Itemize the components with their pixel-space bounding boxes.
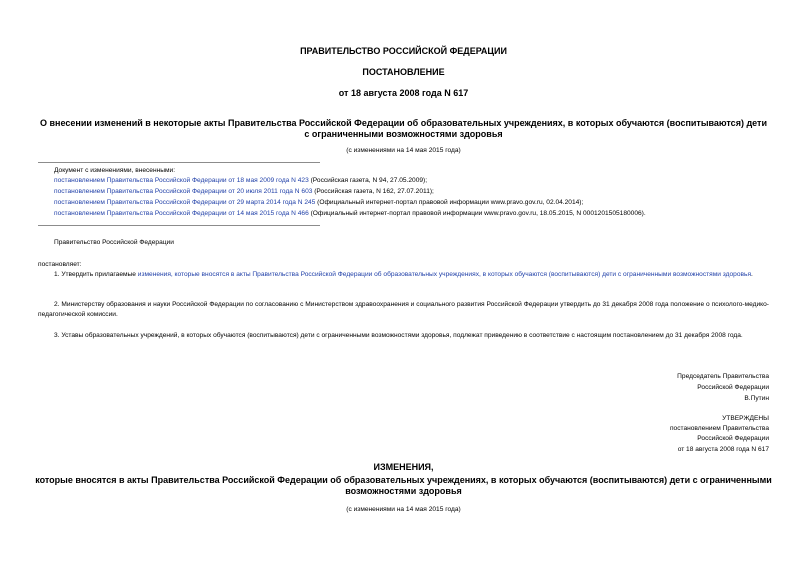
change-link[interactable]: постановлением Правительства Российской Федерации от 14 мая 2015 года N 466 [54,210,309,217]
changes-edition-note: (с изменениями на 14 мая 2015 года) [346,506,461,513]
paragraph-1-end: . [751,271,753,278]
change-source: (Российская газета, N 94, 27.05.2009); [308,177,428,184]
signature-title: Председатель Правительства [677,373,769,380]
approved-country: Российской Федерации [697,435,769,442]
change-source: (Российская газета, N 162, 27.07.2011); [312,188,434,195]
edition-note: (с изменениями на 14 мая 2015 года) [346,147,461,154]
change-link[interactable]: постановлением Правительства Российской Федерации от 29 марта 2014 года N 245 [54,199,316,206]
change-link[interactable]: постановлением Правительства Российской Федерации от 20 июля 2011 года N 603 [54,188,313,195]
paragraph-2: 2. Министерству образования и науки Российской Федерации по согласованию с Министерством здравоохранения и социального развития Российской Федерации утвердить до 31 декабря 2008 года положение о психолого-медико-педагогической комиссии. [38,301,769,318]
changes-intro: Документ с изменениями, внесенными: [54,167,176,174]
government-line: Правительство Российской Федерации [54,239,174,246]
decides-line: постановляет: [38,261,82,268]
change-item [54,176,427,186]
divider-top [38,162,320,163]
document-type: ПОСТАНОВЛЕНИЕ [362,67,445,77]
change-item [54,209,646,219]
change-source: (Официальный интернет-портал правовой информации www.pravo.gov.ru, 18.05.2015, N 0001201505180006). [308,210,646,217]
approved-by: постановлением Правительства [669,425,769,432]
government-name: ПРАВИТЕЛЬСТВО РОССИЙСКОЙ ФЕДЕРАЦИИ [300,46,507,56]
approved-label: УТВЕРЖДЕНЫ [722,415,769,422]
approved-date: от 18 августа 2008 года N 617 [677,446,769,453]
document-date-number: от 18 августа 2008 года N 617 [338,88,469,98]
change-link[interactable]: постановлением Правительства Российской Федерации от 18 мая 2009 года N 423 [54,177,309,184]
change-source: (Официальный интернет-портал правовой информации www.pravo.gov.ru, 02.04.2014); [315,199,584,206]
document-title: О внесении изменений в некоторые акты Правительства Российской Федерации об образовательных учреждениях, в которых обучаются (воспитываются) дети с ограниченными возможностями здоровья [40,118,767,139]
paragraph-3: 3. Уставы образовательных учреждений, в которых обучаются (воспитываются) дети с ограниченными возможностями здоровья, подлежат приведению в соответствие с настоящим постановлением до 31 декабря 2008 года. [54,332,743,339]
paragraph-1-start: 1. Утвердить прилагаемые [54,271,138,278]
changes-title: ИЗМЕНЕНИЯ, [373,462,434,472]
changes-subtitle: которые вносятся в акты Правительства Российской Федерации об образовательных учреждениях, в которых обучаются (воспитываются) дети с ограниченными возможностями здоровья [35,475,772,496]
change-item [54,198,583,208]
signature-country: Российской Федерации [697,384,769,391]
signature-name: В.Путин [744,395,769,402]
change-item [54,187,434,197]
divider-bottom [38,225,320,226]
approved-changes-link[interactable]: изменения, которые вносятся в акты Правительства Российской Федерации об образовательных учреждениях, в которых обучаются (воспитываются) дети с ограниченными возможностями здоровья [137,271,752,278]
paragraph-1 [38,270,769,280]
